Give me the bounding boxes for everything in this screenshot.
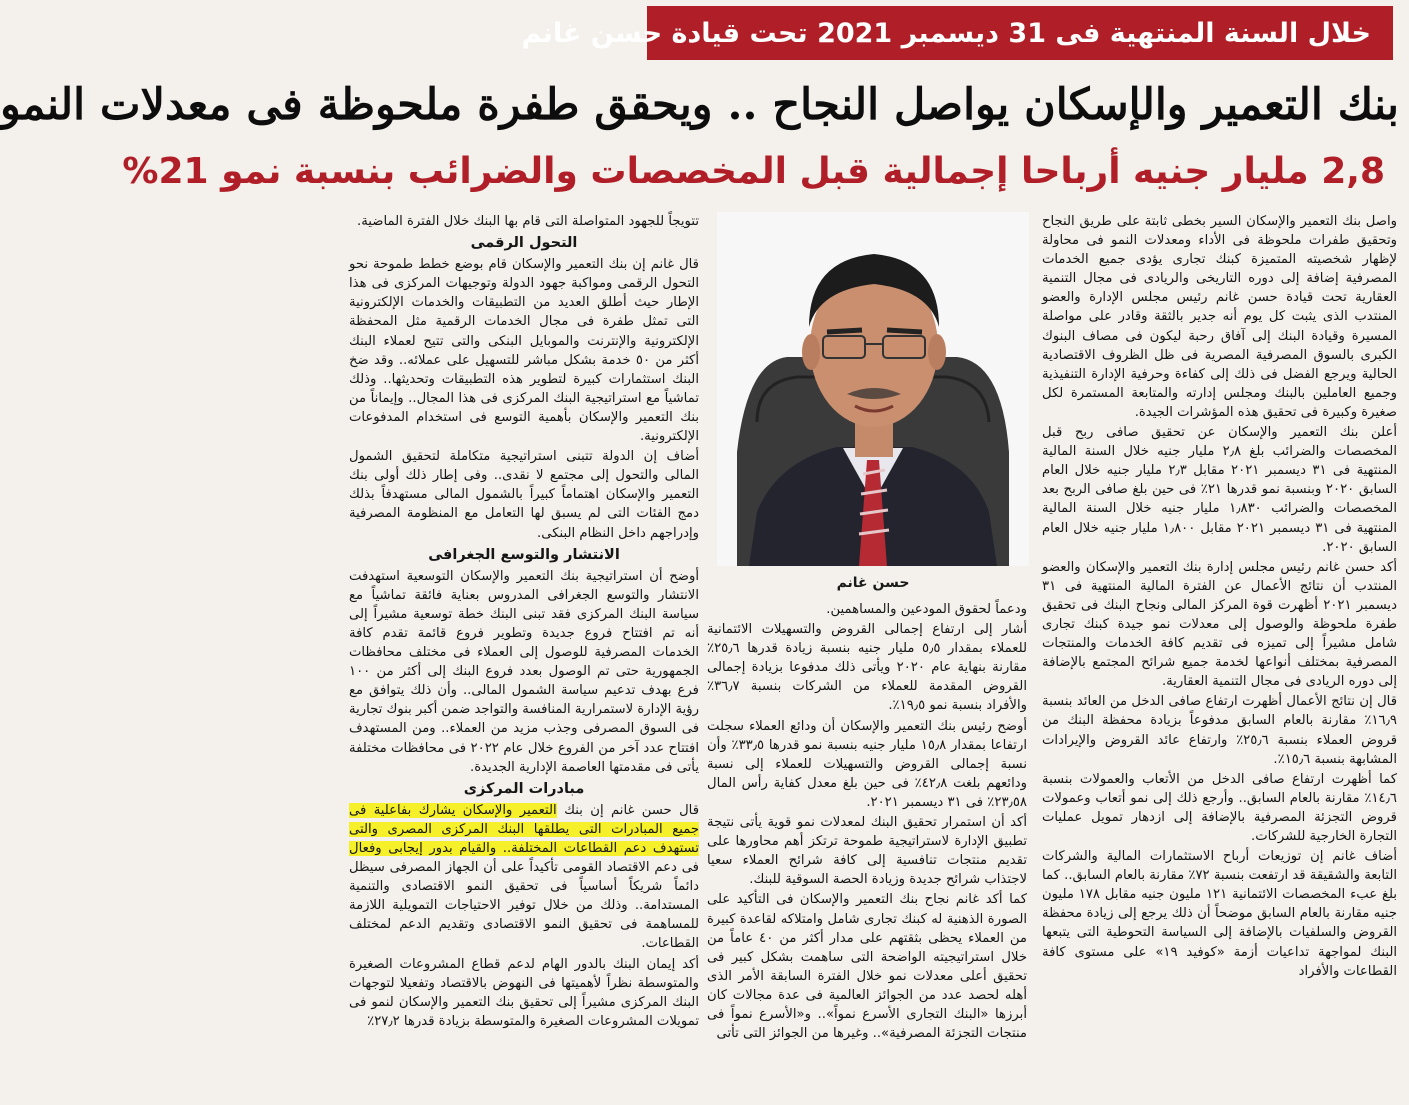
paragraph: قال غانم إن بنك التعمير والإسكان قام بوضع خطط طموحة نحو التحول الرقمى ومواكبة جهود الدولة وتوجيهات المركزى فى هذا الإطار حيث أطلق العديد من التطبيقات والخدمات الإلكترونية التى تمثل طفرة فى مجال الخدمات الرقمية مثل المحفظة الإلكترونية والإنترنت والموبايل البنكى والتى تتيح لعملاء البنك أكثر من ٥٠ خدمة بشكل مباشر للتسهيل على عملائه.. وقد ضخ البنك استثمارات كبيرة لتطوير هذه التطبيقات وتحديثها.. وذلك تماشياً مع استراتيجية البنك المركزى فى هذا المجال.. وإيماناً من بنك التعمير والإسكان بأهمية التوسع فى استخدام المدفوعات الإلكترونية.	[349, 257, 699, 445]
photo-caption: حسن غانم	[836, 575, 910, 591]
section-heading: التحول الرقمى	[470, 235, 578, 252]
portrait-illustration	[717, 212, 1029, 566]
paragraph: أكد أن استمرار تحقيق البنك لمعدلات نمو قوية يأتى نتيجة تطبيق الإدارة لاستراتيجية طموحة ترتكز أهم محاورها على تقديم منتجات تنافسية إلى كافة شرائح العملاء سعيا لاجتذاب شرائح جديدة وزيادة الحصة السوقية للبنك.	[707, 815, 1027, 888]
article-column-middle	[707, 600, 1027, 1097]
paragraph	[349, 801, 699, 954]
portrait-photo	[717, 212, 1029, 566]
article-column-left	[349, 212, 699, 1097]
paragraph: ودعماً لحقوق المودعين والمساهمين.	[826, 602, 1027, 617]
top-banner: خلال السنة المنتهية فى 31 ديسمبر 2021 تحت قيادة حسن غانم	[647, 6, 1393, 60]
text-run: فى دعم الاقتصاد القومى تأكيداً على أن الجهاز المصرفى سيظل دائماً شريكاً أساسياً فى تحقيق النمو الاقتصادى والتنمية المستدامة.. وذلك من خلال توفير الاحتياجات التمويلية اللازمة للمساهمة فى تحقيق النمو الاقتصادى وتقديم الدعم لمختلف القطاعات.	[349, 860, 699, 952]
section-heading: مبادرات المركزى	[463, 780, 585, 797]
paragraph: تتويجاً للجهود المتواصلة التى قام بها البنك خلال الفترة الماضية.	[357, 214, 699, 229]
article-column-right	[1042, 212, 1397, 1097]
text-run: قال حسن غانم إن بنك	[556, 802, 700, 818]
subheadline: 2,8 مليار جنيه أرباحا إجمالية قبل المخصصات والضرائب بنسبة نمو 21%	[122, 151, 1385, 192]
paragraph: أشار إلى ارتفاع إجمالى القروض والتسهيلات الائتمانية للعملاء بمقدار ٥٫٥ مليار جنيه بنسبة زيادة قدرها ٢٥٫٦٪ مقارنة بنهاية عام ٢٠٢٠ ويأتى ذلك مدفوعا بزيادة إجمالى القروض المقدمة للعملاء من الشركات بنسبة ٣٦٫٧٪ والأفراد بنسبة نمو ١٩٫٥٪.	[707, 622, 1028, 714]
paragraph: أوضح رئيس بنك التعمير والإسكان أن ودائع العملاء سجلت ارتفاعا بمقدار ١٥٫٨ مليار جنيه بنسبة نمو قدرها ٣٣٫٥٪ وأن نسبة إجمالى القروض والتسهيلات للعملاء إلى نسبة ودائعهم بلغت ٤٢٫٨٪ فى حين بلغ معدل كفاية رأس المال ٢٣٫٥٨٪ فى ٣١ ديسمبر ٢٠٢١.	[707, 718, 1027, 810]
paragraph: أعلن بنك التعمير والإسكان عن تحقيق صافى ربح قبل المخصصات والضرائب بلغ ٢٫٨ مليار جنيه خلال السنة المالية المنتهية فى ٣١ ديسمبر ٢٠٢١ مقابل ٢٫٣ مليار جنيه خلال العام السابق ٢٠٢٠ وبنسبة نمو قدرها ٢١٪ فى حين بلغ صافى الربح بعد المخصصات والضرائب ١٫٨٣٠ مليار جنيه خلال السنة المالية المنتهية فى ٣١ ديسمبر ٢٠٢١ مقابل ١٫٨٠٠ مليار جنيه خلال العام السابق ٢٠٢٠.	[1042, 425, 1398, 555]
paragraph: أكد إيمان البنك بالدور الهام لدعم قطاع المشروعات الصغيرة والمتوسطة نظراً لأهميتها فى النهوض بالاقتصاد وتفعيلا لتوجهات البنك المركزى مشيراً إلى تحقيق بنك التعمير والإسكان لنمو فى تمويلات المشروعات الصغيرة والمتوسطة بزيادة قدرها ٢٧٫٢٪	[349, 956, 699, 1029]
paragraph: أوضح أن استراتيجية بنك التعمير والإسكان التوسعية استهدفت الانتشار والتوسع الجغرافى المدروس بعناية فائقة تماشياً مع سياسة البنك المركزى فقد تبنى البنك خطة توسعية مشيراً إلى أنه تم افتتاح فروع جديدة وتطوير فروع قائمة تقدم كافة الخدمات المصرفية للوصول إلى العملاء فى مختلف محافظات الجمهورية حتى تم الوصول بعدد فروع البنك إلى أكثر من ١٠٠ فرع بهدف تدعيم سياسة الشمول المالى.. وأن ذلك يتوافق مع رؤية الإدارة لاستمرارية المنافسة والتواجد ضمن أكبر بنوك تجارية فى السوق المصرفى وجذب مزيد من العملاء.. ومن المستهدف افتتاح عدد آخر من الفروع خلال عام ٢٠٢٢ فى محافظات مختلفة يأتى فى مقدمتها العاصمة الإدارية الجديدة.	[349, 568, 700, 775]
paragraph: كما أكد غانم نجاح بنك التعمير والإسكان فى التأكيد على الصورة الذهنية له كبنك تجارى شامل وامتلاكه لقاعدة كبيرة من العملاء يحظى بثقتهم على مدار أكثر من ٤٠ عاماً من خلال استراتيجيته الواضحة التى ساهمت بشكل كبير فى تحقيق أعلى معدلات نمو خلال الفترة السابقة الأمر الذى أهله لحصد عدد من الجوائز العالمية فى عدة مجالات كان أبرزها «البنك التجارى الأسرع نمواً».. و«الأسرع نمواً فى منتجات التجزئة المصرفية».. وغيرها من الجوائز التى تأتى	[707, 892, 1027, 1042]
paragraph: واصل بنك التعمير والإسكان السير بخطى ثابتة على طريق النجاح وتحقيق طفرات ملحوظة فى الأداء ومعدلات النمو فى محاولة لإظهار شخصيته المتميزة كبنك تجارى يؤدى جميع الخدمات المصرفية إضافة إلى دوره التاريخى والريادى فى مجال التنمية العقارية تحت قيادة حسن غانم رئيس مجلس الإدارة والعضو المنتدب الذى يثبت كل يوم أنه جدير بالثقة وقادر على مواصلة المسيرة وقيادة البنك إلى آفاق رحبة ليكون فى مصاف البنوك الكبرى بالسوق المصرفية المصرية فى ظل الظروف الاقتصادية الحالية ويرجع الفضل فى ذلك إلى كفاءة وحرفية الإدارة التنفيذية وجميع العاملين بالبنك ومجلس إدارته والمتابعة المستمرة لكل صغيرة وكبيرة فى تحقيق هذه المؤشرات الجيدة.	[1042, 214, 1397, 420]
paragraph: أضاف غانم إن توزيعات أرباح الاستثمارات المالية والشركات التابعة والشقيقة قد ارتفعت بنسبة ٧٢٪ مقارنة بالعام السابق.. كما بلغ عبء المخصصات الائتمانية ١٢١ مليون جنيه مقابل ١٧٨ مليون جنيه مقارنة بالعام السابق موضحاً أن ذلك يرجع إلى زيادة محفظة القروض والسلفيات بالإضافة إلى السياسة التحوطية التى يتبعها البنك لمواجهة تداعيات أزمة «كوفيد ١٩» على مستوى كافة القطاعات والأفراد	[1042, 849, 1398, 979]
paragraph: قال إن نتائج الأعمال أظهرت ارتفاع صافى الدخل من العائد بنسبة ١٦٫٩٪ مقارنة بالعام السابق مدفوعاً بزيادة محفظة البنك من قروض العملاء بنسبة ٢٥٫٦٪ وارتفاع عائد القروض والإيرادات المشابهة بنسبة ١٥٫٦٪.	[1042, 694, 1398, 767]
paragraph: أضاف إن الدولة تتبنى استراتيجية متكاملة لتحقيق الشمول المالى والتحول إلى مجتمع لا نقدى.. وفى إطار ذلك أولى بنك التعمير والإسكان اهتماماً كبيراً بالشمول المالى مستهدفاً بذلك دمج الفئات التى لم يسبق لها التعامل مع المنظومة المصرفية وإدراجهم داخل النظام البنكى.	[349, 449, 699, 541]
headline: بنك التعمير والإسكان يواصل النجاح .. ويحقق طفرة ملحوظة فى معدلات النمو	[0, 80, 1399, 130]
paragraph: أكد حسن غانم رئيس مجلس إدارة بنك التعمير والإسكان والعضو المنتدب أن نتائج الأعمال عن الفترة المالية المنتهية فى ٣١ ديسمبر ٢٠٢١ أظهرت قوة المركز المالى ونجاح البنك فى تحقيق طفرة ملحوظة والوصول إلى معدلات نمو جيدة كبنك تجارى شامل مشيراً إلى تميزه فى تقديم كافة الخدمات والمنتجات المصرفية بمختلف أنواعها لخدمة جميع شرائح المجتمع بالإضافة إلى دوره الريادى فى مجال التنمية العقارية.	[1042, 559, 1397, 690]
paragraph: كما أظهرت ارتفاع صافى الدخل من الأتعاب والعمولات بنسبة ١٤٫٦٪ مقارنة بالعام السابق.. وأرجع ذلك إلى نمو أتعاب وعمولات قروض التجزئة المصرفية بالإضافة إلى ازدهار تمويل عمليات التجارة الخارجية للشركات.	[1042, 771, 1397, 844]
section-heading: الانتشار والتوسع الجغرافى	[428, 546, 620, 563]
highlighted-text: التعمير والإسكان يشارك بفاعلية فى جميع المبادرات التى يطلقها البنك المركزى المصرى والتى تستهدف دعم القطاعات المختلفة.. والقيام بدور إيجابى وفعال	[349, 802, 699, 856]
